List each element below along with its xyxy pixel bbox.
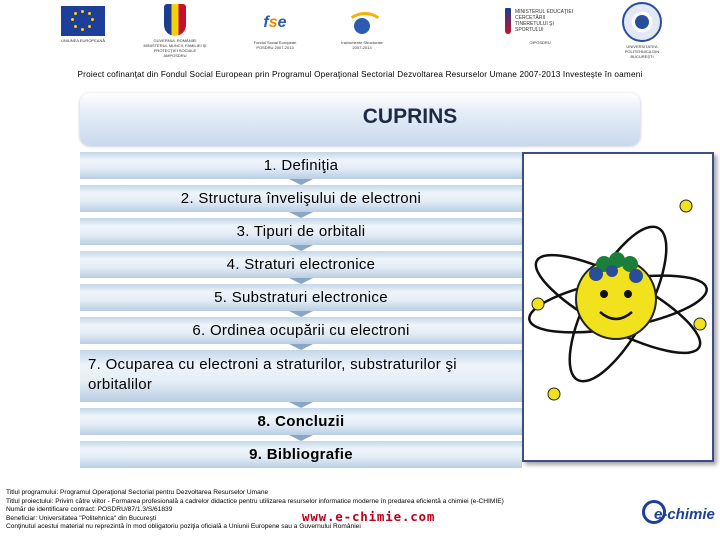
logo-strip (0, 0, 720, 68)
project-cofinancing-line: Proiect cofinanţat din Fondul Social European prin Programul Operaţional Sectorial Dezvoltarea Resurselor Umane 2007-2013 Investeşte în oameni (77, 70, 643, 79)
list-item[interactable]: 4. Straturi electronice (80, 251, 522, 278)
structural-instruments-icon (342, 8, 382, 38)
list-item[interactable]: 1. Definiţia (80, 152, 522, 179)
list-item[interactable]: 3. Tipuri de orbitali (80, 218, 522, 245)
is-caption: Instrumente Structurale 2007-2013 (341, 40, 383, 50)
atom-icon (524, 154, 712, 460)
fse-logo (250, 8, 300, 50)
ministry-caption: GUVERNUL ROMÂNIEI MINISTERUL MUNCII, FAMILIEI ŞI PROTECŢIEI SOCIALE AMPOSDRU (143, 38, 207, 58)
upb-caption: UNIVERSITATEA POLITEHNICA DIN BUCUREŞTI (624, 44, 660, 59)
contents-list (80, 152, 522, 474)
website-link[interactable]: www.e-chimie.com (302, 509, 436, 524)
e-chimie-logo (640, 486, 716, 536)
list-item[interactable]: 5. Substraturi electronice (80, 284, 522, 311)
list-item[interactable]: 9. Bibliografie (80, 441, 522, 468)
ministry-education-logo (500, 4, 580, 45)
list-item[interactable]: 6. Ordinea ocupării cu electroni (80, 317, 522, 344)
eu-caption: UNIUNEA EUROPEANĂ (60, 38, 105, 43)
footer-disclaimer: Conţinutul acestui material nu reprezintă în mod obligatoriu poziţia oficială a Uniunii Europene sau a Guvernului României (6, 523, 361, 531)
footer-program: Titlul programului: Programul Operaţional Sectorial pentru Dezvoltarea Resurselor Umane (6, 489, 269, 496)
oirposdru-caption: OIPOSDRU (529, 40, 551, 45)
structural-instruments-logo (336, 8, 388, 50)
eu-flag-icon (61, 6, 105, 36)
footer-beneficiary: Beneficiar: Universitatea "Politehnica" din Bucureşti (6, 514, 157, 522)
eu-logo (56, 6, 110, 43)
fse-logo-icon: fse (263, 14, 287, 31)
upb-seal-icon (622, 2, 662, 42)
page-title: CUPRINS (362, 105, 458, 128)
ministry-logo (143, 4, 207, 58)
upb-logo (614, 2, 670, 59)
list-item[interactable]: 2. Structura învelişului de electroni (80, 185, 522, 212)
e-chimie-logo-text: e-chimie (654, 506, 715, 523)
ministry-education-text: MINISTERUL EDUCAŢIEI CERCETĂRII TINERETULUI ŞI SPORTULUI (515, 9, 574, 33)
ministry-education-icon (505, 4, 575, 38)
footer-contract: Număr de identificare contract: POSDRU/87/1.3/S/61839 (6, 506, 173, 514)
atom-illustration (522, 152, 714, 462)
title-bar (80, 93, 640, 145)
list-item[interactable]: 7. Ocuparea cu electroni a straturilor, substraturilor şi orbitalilor (80, 350, 522, 402)
fse-caption: Fondul Social European POSDRU 2007-2013 (253, 40, 297, 50)
footer-project: Titlul proiectului: Privim către viitor - Formarea profesională a cadrelor didactice pentru utilizarea resurselor informatice moderne în predarea eficientă a chimiei (e-CHIMIE) (6, 497, 504, 505)
list-item[interactable]: 8. Concluzii (80, 408, 522, 435)
romania-crest-icon (164, 4, 186, 36)
